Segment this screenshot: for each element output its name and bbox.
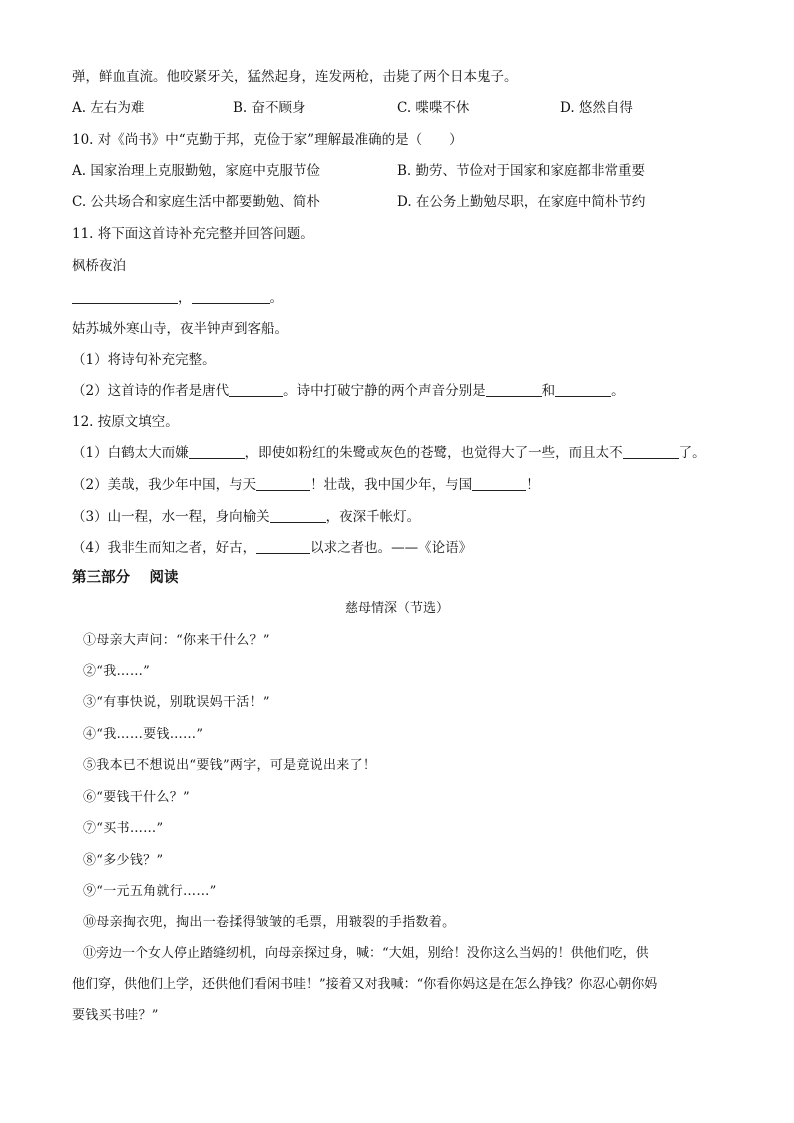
answer-blank[interactable]	[256, 476, 310, 491]
answer-blank[interactable]	[486, 382, 542, 397]
answer-blank[interactable]	[270, 508, 326, 523]
paragraph: ①母亲大声问：“你来干什么？”	[83, 633, 270, 648]
q12-sub-2: （2）美哉，我少年中国，与天 ！壮哉，我中国少年，与国 ！	[72, 477, 540, 493]
paragraph: ③“有事快说，别耽误妈干活！”	[83, 695, 270, 710]
section-3-heading: 第三部分 阅读	[72, 570, 179, 586]
question-11-stem: 11. 将下面这首诗补充完整并回答问题。	[72, 226, 314, 242]
question-12-stem: 12. 按原文填空。	[72, 414, 179, 430]
q11-sub-1: （1）将诗句补充完整。	[72, 352, 216, 368]
paragraph: ②“我……”	[83, 664, 151, 679]
answer-blank[interactable]	[256, 539, 310, 554]
paragraph-11-line-2: 他们穿，供他们上学，还供他们看闲书哇！”接着又对我喊：“你看你妈这是在怎么挣钱？你忍心朝你妈	[72, 977, 658, 992]
answer-blank[interactable]	[555, 382, 611, 397]
paragraph-11-line-1: ⑪旁边一个女人停止踏缝纫机，向母亲探过身，喊：“大姐，别给！没你这么当妈的！供他们吃，供	[83, 946, 649, 961]
q10-option-c: C. 公共场合和家庭生活中都要勤勉、简朴	[72, 194, 320, 210]
q9-option-a: A. 左右为难	[72, 100, 145, 116]
answer-blank[interactable]	[623, 444, 679, 459]
q10-option-b: B. 勤劳、节俭对于国家和家庭都非常重要	[397, 163, 646, 179]
answer-blank[interactable]	[472, 476, 526, 491]
paragraph: ⑥“要钱干什么？”	[83, 790, 190, 805]
q12-sub-4: （4）我非生而知之者，好古， 以求之者也。——《论语》	[72, 540, 473, 556]
question-9-tail: 弹，鲜血直流。他咬紧牙关，猛然起身，连发两枪，击毙了两个日本鬼子。	[72, 69, 518, 85]
q12-sub-3: （3）山一程，水一程，身向榆关 ，夜深千帐灯。	[72, 509, 421, 525]
paragraph: ⑧“多少钱？”	[83, 853, 164, 868]
q9-option-b: B. 奋不顾身	[233, 100, 306, 116]
answer-blank[interactable]	[72, 289, 178, 304]
answer-blank[interactable]	[192, 289, 270, 304]
q10-option-a: A. 国家治理上克服勤勉，家庭中克服节俭	[72, 163, 320, 179]
q9-option-d: D. 悠然自得	[560, 100, 633, 116]
answer-blank[interactable]	[189, 444, 245, 459]
paragraph: ⑨“一元五角就行……”	[83, 884, 217, 899]
paragraph: ④“我……要钱……”	[83, 727, 204, 742]
poem-line-2: 姑苏城外寒山寺，夜半钟声到客船。	[72, 321, 288, 337]
passage-title: 慈母情深（节选）	[344, 601, 449, 616]
q12-sub-1: （1）白鹤太大而嫌 ，即使如粉红的朱鹭或灰色的苍鹭，也觉得大了一些，而且太不 了。	[72, 445, 706, 461]
paragraph: ⑤我本已不想说出“要钱”两字，可是竟说出来了！	[83, 758, 377, 773]
paragraph: ⑩母亲掏衣兜，掏出一卷揉得皱皱的毛票，用皲裂的手指数着。	[83, 915, 456, 930]
poem-line-1: ， 。	[72, 289, 283, 307]
answer-blank[interactable]	[229, 382, 283, 397]
question-10-stem: 10. 对《尚书》中“克勤于邦，克俭于家”理解最准确的是（ ）	[72, 132, 463, 148]
q11-sub-2: （2）这首诗的作者是唐代 。诗中打破宁静的两个声音分别是 和 。	[72, 383, 625, 399]
paragraph: ⑦“买书……”	[83, 821, 164, 836]
q9-option-c: C. 喋喋不休	[397, 100, 470, 116]
paragraph-11-line-3: 要钱买书哇？”	[72, 1008, 159, 1023]
q10-option-d: D. 在公务上勤勉尽职，在家庭中简朴节约	[397, 194, 646, 210]
poem-title: 枫桥夜泊	[72, 258, 126, 274]
